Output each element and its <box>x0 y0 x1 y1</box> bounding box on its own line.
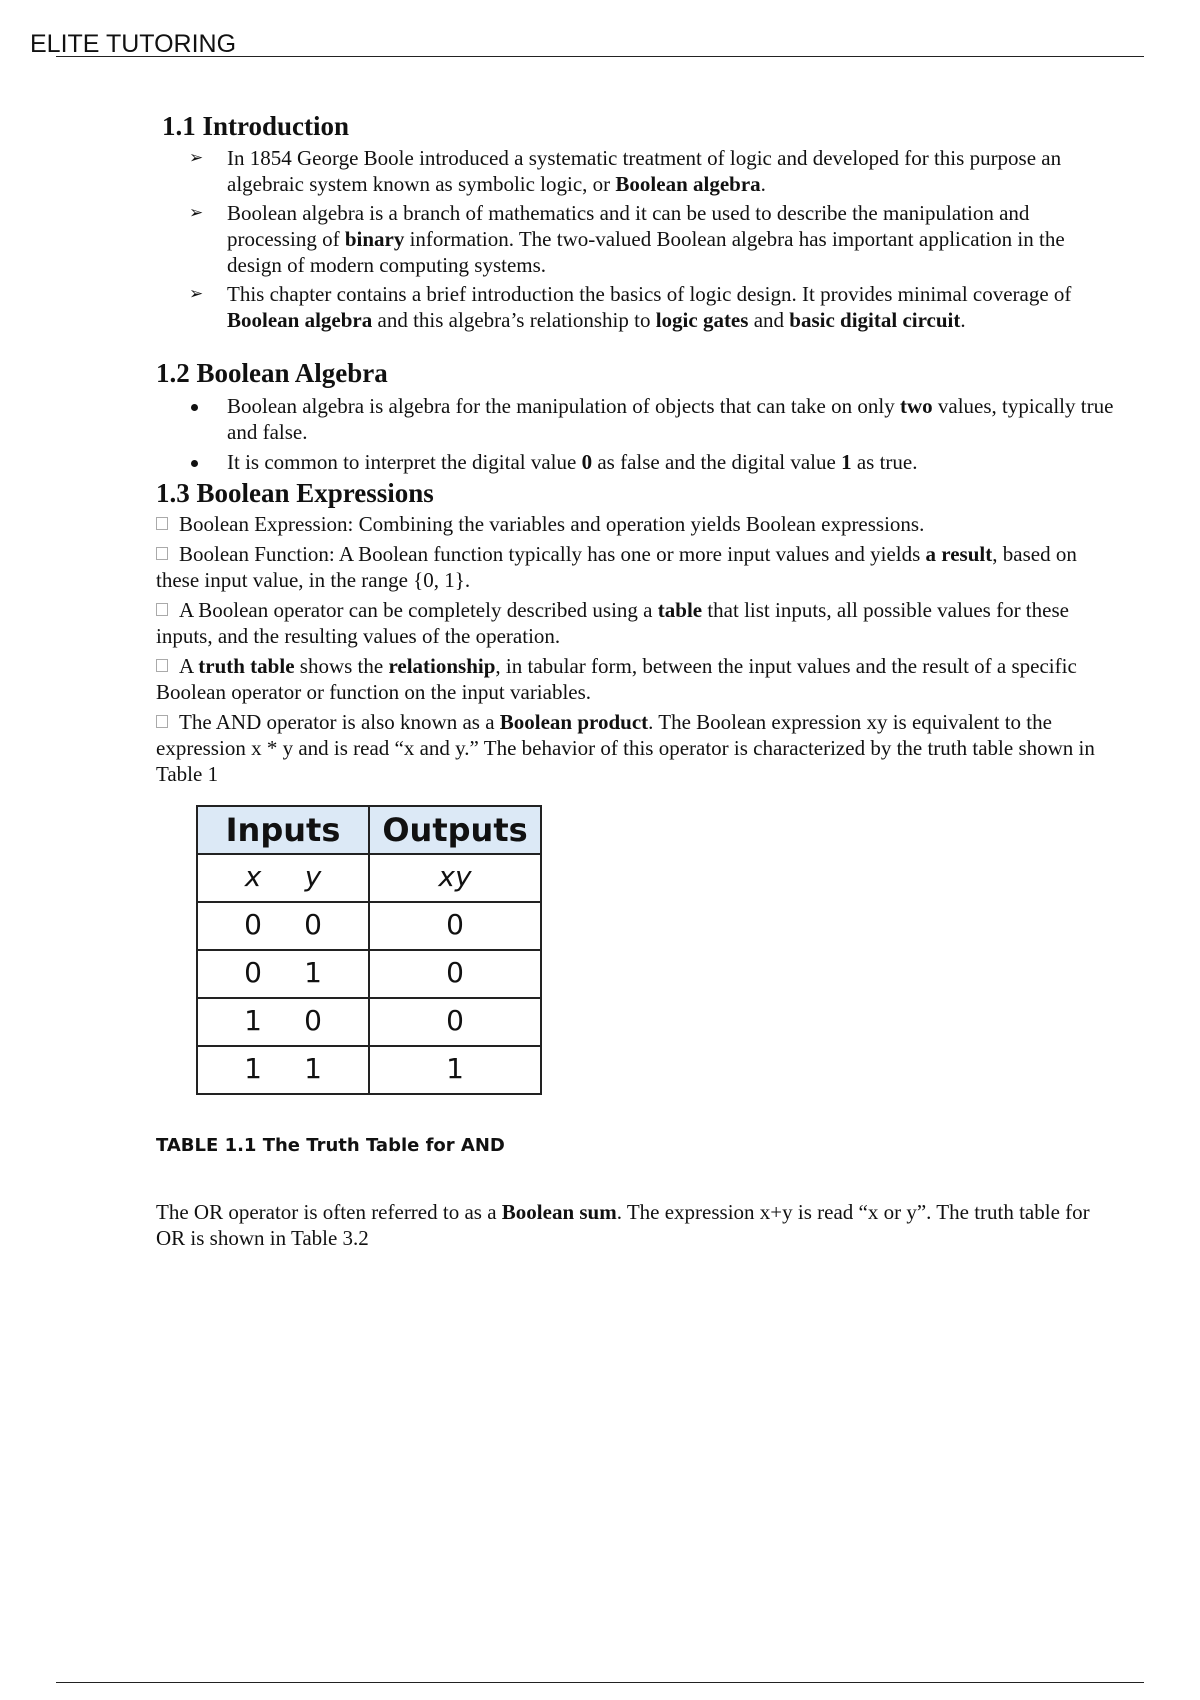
text-run: A <box>179 654 199 678</box>
checkbox-icon <box>156 547 168 560</box>
cell-x: 0 <box>244 956 262 989</box>
table-cell <box>369 998 541 1046</box>
cell-output: 0 <box>446 1004 464 1037</box>
text-run: This chapter contains a brief introduction the basics of logic design. It provides minimal coverage of <box>227 282 1072 306</box>
input-pair <box>198 908 368 941</box>
list-item <box>227 145 1116 197</box>
section-introduction <box>156 110 1116 333</box>
text-run: A Boolean operator can be completely described using a <box>179 598 658 622</box>
table-cell <box>197 1046 369 1094</box>
dot-bullet-list <box>156 393 1116 475</box>
text-run: , based on these input value, in the range {0, 1}. <box>156 542 1077 592</box>
header-rule <box>56 56 1144 57</box>
checkbox-icon <box>156 517 168 530</box>
text-run: as false and the digital value <box>592 450 842 474</box>
input-pair <box>198 1052 368 1085</box>
cell-y: 0 <box>304 908 322 941</box>
bold-term: binary <box>344 227 405 251</box>
table-row <box>197 998 541 1046</box>
text-run: information. The two-valued Boolean algebra has important application in the design of modern computing systems. <box>227 227 1065 277</box>
bold-term: basic digital circuit <box>789 308 961 332</box>
bold-term: truth table <box>198 654 295 678</box>
table-cell <box>197 854 369 902</box>
output-var: xy <box>438 860 472 893</box>
truth-table-and <box>196 805 542 1095</box>
checkbox-icon <box>156 659 168 672</box>
section-boolean-algebra <box>156 357 1116 475</box>
table-variable-row <box>197 854 541 902</box>
bold-term: 0 <box>581 450 593 474</box>
text-run: Boolean Function: A Boolean function typically has one or more input values and yields <box>179 542 926 566</box>
text-run: The AND operator is also known as a <box>179 710 500 734</box>
cell-y: 1 <box>304 1052 322 1085</box>
input-vars <box>198 860 368 893</box>
text-run: The OR operator is often referred to as a <box>156 1200 502 1224</box>
text-run: . The expression x+y is read “x or y”. The truth table for OR is shown in Table 3.2 <box>156 1200 1090 1250</box>
inputs-header: Inputs <box>197 806 369 854</box>
text-run: that list inputs, all possible values for these inputs, and the resulting values of the operation. <box>156 598 1069 648</box>
text-run: Boolean algebra is a branch of mathematics and it can be used to describe the manipulation and processing of <box>227 201 1030 251</box>
list-item <box>227 281 1116 333</box>
bold-term: a result <box>925 542 993 566</box>
page-header-title: ELITE TUTORING <box>30 30 237 58</box>
text-run: and <box>748 308 790 332</box>
text-run: In 1854 George Boole introduced a systematic treatment of logic and developed for this purpose an algebraic system known as symbolic logic, or <box>227 146 1062 196</box>
table-cell <box>197 950 369 998</box>
cell-output: 1 <box>446 1052 464 1085</box>
bold-term: Boolean algebra <box>615 172 761 196</box>
checkbox-icon <box>156 603 168 616</box>
text-run: It is common to interpret the digital value <box>227 450 582 474</box>
table-cell <box>369 854 541 902</box>
table-row <box>197 902 541 950</box>
checkbox-icon <box>156 715 168 728</box>
table-cell <box>369 950 541 998</box>
boxed-paragraph <box>156 511 1116 537</box>
text-run: . <box>960 308 966 332</box>
list-item <box>227 200 1116 278</box>
input-pair <box>198 956 368 989</box>
boxed-paragraph <box>156 541 1116 593</box>
document-body <box>156 110 1116 1251</box>
input-pair <box>198 1004 368 1037</box>
text-run: . <box>760 172 766 196</box>
section-heading: 1.3 Boolean Expressions <box>156 478 434 508</box>
text-run: values, typically true and false. <box>227 394 1114 444</box>
text-run: , in tabular form, between the input values and the result of a specific Boolean operator or function on the input variables. <box>156 654 1077 704</box>
table-row <box>197 950 541 998</box>
closing-paragraph <box>156 1199 1116 1251</box>
text-run: . The Boolean expression xy is equivalent to the expression x * y and is read “x and y.” The behavior of this operator is characterized by the truth table shown in Table 1 <box>156 710 1095 786</box>
var-y: y <box>304 860 322 893</box>
bold-term: Boolean sum <box>501 1200 617 1224</box>
table-header-row <box>197 806 541 854</box>
text-run: Boolean algebra is algebra for the manipulation of objects that can take on only <box>227 394 900 418</box>
list-item <box>227 449 1116 475</box>
bold-term: relationship <box>388 654 496 678</box>
bold-term: Boolean algebra <box>227 308 373 332</box>
text-run: and this algebra’s relationship to <box>372 308 656 332</box>
cell-output: 0 <box>446 956 464 989</box>
var-x: x <box>244 860 262 893</box>
bold-term: logic gates <box>655 308 749 332</box>
bold-term: two <box>899 394 933 418</box>
boxed-paragraph <box>156 653 1116 705</box>
cell-x: 1 <box>244 1004 262 1037</box>
cell-y: 0 <box>304 1004 322 1037</box>
bold-term: 1 <box>841 450 852 474</box>
table-caption: TABLE 1.1 The Truth Table for AND <box>156 1135 505 1156</box>
boxed-paragraph <box>156 597 1116 649</box>
section-heading: 1.2 Boolean Algebra <box>156 358 388 388</box>
footer-rule <box>56 1682 1144 1683</box>
section-heading: 1.1 Introduction <box>162 111 350 141</box>
cell-y: 1 <box>304 956 322 989</box>
arrow-bullet-list <box>156 145 1116 333</box>
table-cell <box>197 902 369 950</box>
bold-term: Boolean product <box>499 710 649 734</box>
cell-x: 0 <box>244 908 262 941</box>
boxed-paragraph <box>156 709 1116 787</box>
table-row <box>197 1046 541 1094</box>
list-item <box>227 393 1116 445</box>
bold-term: table <box>657 598 703 622</box>
text-run: shows the <box>294 654 389 678</box>
table-cell <box>197 998 369 1046</box>
text-run: Boolean Expression: Combining the variables and operation yields Boolean expressions. <box>179 512 925 536</box>
outputs-header: Outputs <box>369 806 541 854</box>
cell-output: 0 <box>446 908 464 941</box>
text-run: as true. <box>851 450 918 474</box>
table-cell <box>369 1046 541 1094</box>
cell-x: 1 <box>244 1052 262 1085</box>
section-boolean-expressions <box>156 477 1116 1251</box>
table-cell <box>369 902 541 950</box>
